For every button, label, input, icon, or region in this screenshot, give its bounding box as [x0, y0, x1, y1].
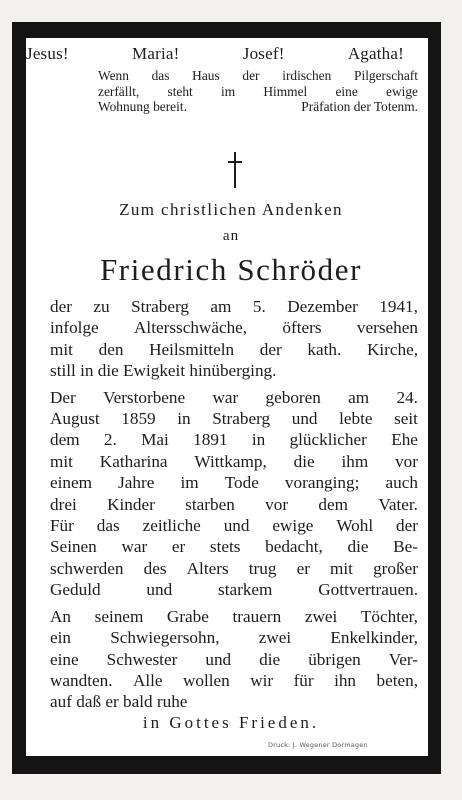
text-line: schwerden des Alters trug er mit großer [50, 558, 418, 578]
text-line: Seinen war er stets bedacht, die Be- [50, 537, 418, 557]
intro-line: Zum christlichen Andenken [119, 200, 343, 219]
text-line: August 1859 in Straberg und lebte seit [50, 409, 418, 429]
motto-line: zerfällt, steht im Himmel eine ewige [98, 83, 418, 99]
paragraph-mourners [50, 606, 418, 713]
deceased-name: Friedrich Schröder [99, 252, 363, 287]
motto-last-line [98, 99, 418, 115]
scripture-motto [98, 68, 418, 115]
text-line: eine Schwester und die übrigen Ver- [50, 649, 418, 669]
text-line: mit den Heilsmitteln der kath. Kirche, [50, 339, 418, 359]
invocation-josef: Josef! [242, 44, 285, 63]
text-line: wandten. Alle wollen wir für ihn beten, [50, 670, 418, 690]
intro-an: an [222, 228, 240, 244]
text-line: Geduld und starkem Gottvertrauen. [50, 580, 418, 600]
paragraph-death [50, 296, 418, 382]
text-line: Der Verstorbene war geboren am 24. [50, 387, 418, 407]
text-line: Für das zeitliche und ewige Wohl der [50, 516, 418, 536]
text-line: der zu Straberg am 5. Dezember 1941, [50, 297, 418, 316]
obituary-text [50, 296, 418, 718]
text-line: ein Schwiegersohn, zwei Enkelkinder, [50, 628, 418, 648]
printer-credit: Druck: J. Wegener Dormagen [268, 741, 368, 749]
text-line: mit Katharina Wittkamp, die ihm vor [50, 451, 418, 471]
text-line: still in die Ewigkeit hinüberging. [50, 361, 277, 381]
invocation-maria: Maria! [132, 44, 180, 63]
invocation-names [26, 44, 404, 64]
invocation-agatha: Agatha! [347, 44, 404, 63]
text-line: einem Jahre im Tode voranging; auch [50, 473, 418, 493]
motto-text-end: Wohnung bereit. [98, 99, 187, 114]
cross-icon [228, 152, 242, 188]
text-line: auf daß er bald ruhe [50, 692, 188, 712]
text-line: drei Kinder starben vor dem Vater. [50, 494, 418, 514]
motto-line: Wenn das Haus der irdischen Pilgerschaft [98, 68, 418, 83]
text-line: infolge Altersschwäche, öfters versehen [50, 318, 418, 338]
paragraph-life [50, 387, 418, 601]
text-line: An seinem Grabe trauern zwei Töchter, [50, 606, 418, 626]
text-line: dem 2. Mai 1891 in glücklicher Ehe [50, 430, 418, 450]
invocation-jesus: Jesus! [26, 44, 69, 63]
motto-source: Präfation der Totenm. [301, 99, 418, 114]
closing-line: in Gottes Frieden. [142, 713, 320, 732]
